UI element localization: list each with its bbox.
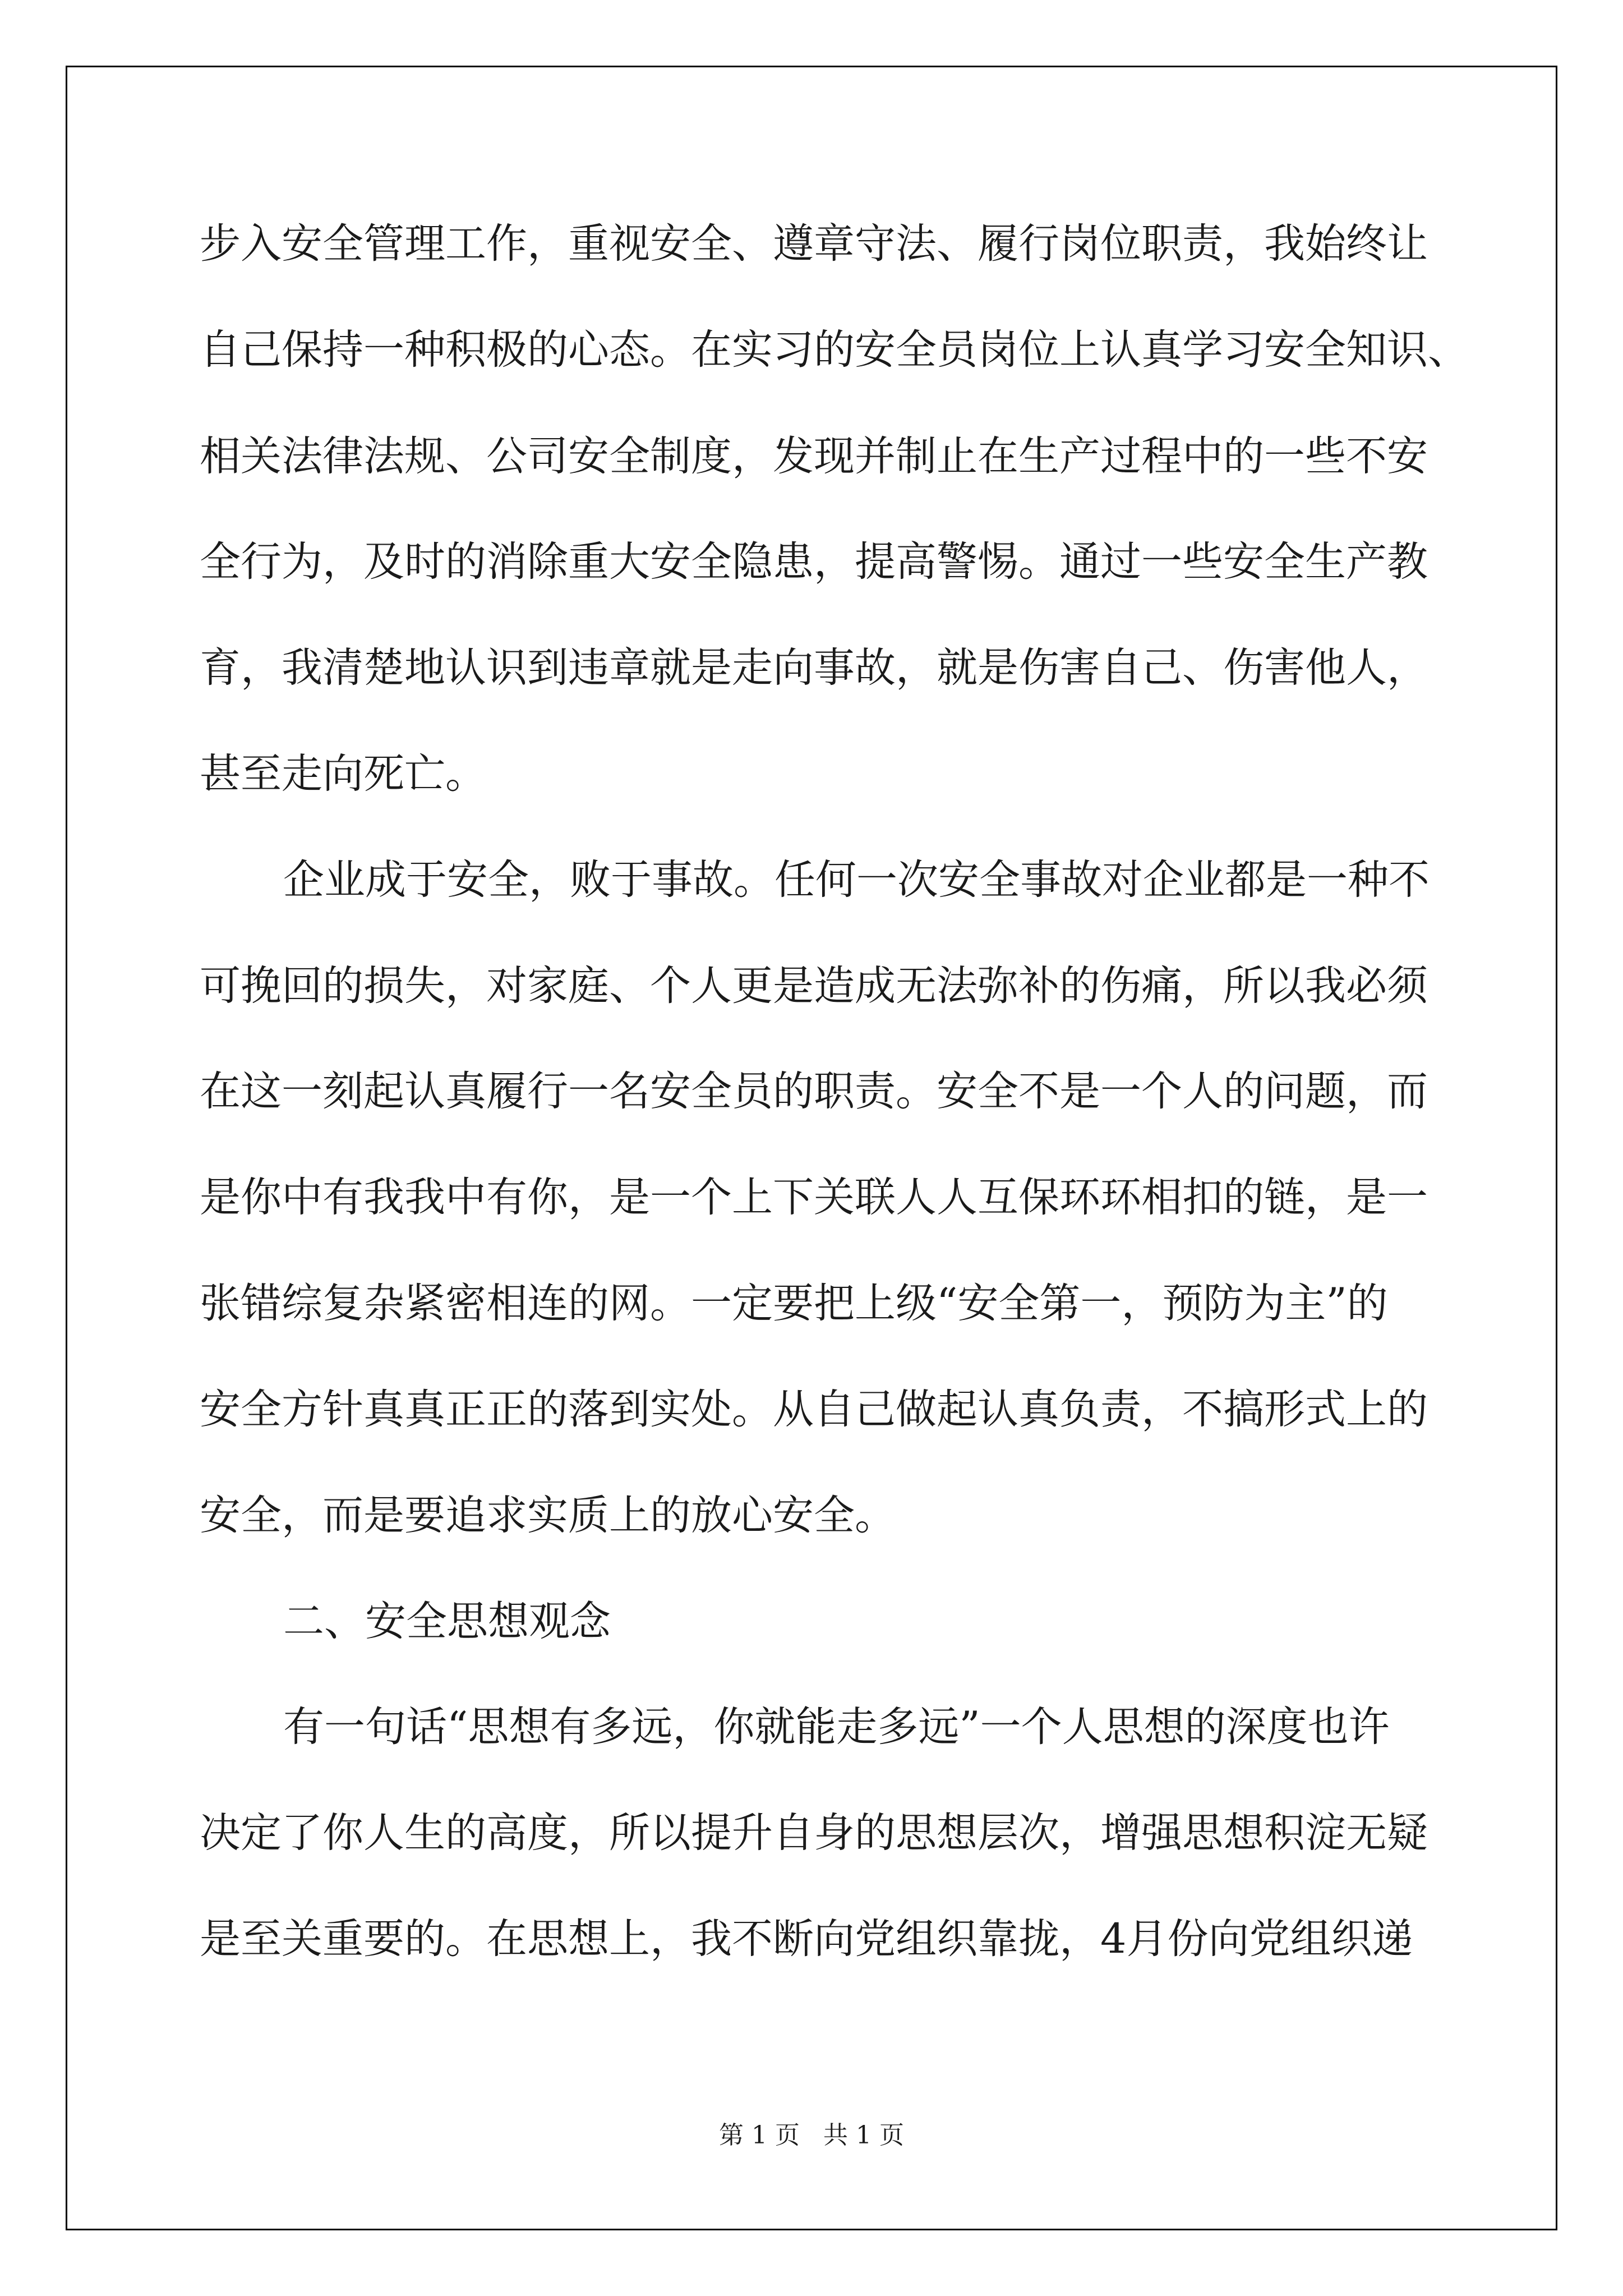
text-line: 相关法律法规、公司安全制度，发现并制止在生产过程中的一些不安 [200, 432, 1428, 480]
text-line: 企业成于安全，败于事故。任何一次安全事故对企业都是一种不 [283, 856, 1430, 904]
text-line: 全行为，及时的消除重大安全隐患，提高警惕。通过一些安全生产教 [200, 538, 1428, 586]
text-line: 有一句话“思想有多远，你就能走多远”一个人思想的深度也许 [283, 1703, 1390, 1751]
text-line: 步入安全管理工作，重视安全、遵章守法、履行岗位职责，我始终让 [200, 220, 1428, 268]
text-line: 在这一刻起认真履行一名安全员的职责。安全不是一个人的问题，而 [200, 1068, 1428, 1115]
text-line: 是至关重要的。在思想上，我不断向党组织靠拢，4月份向党组织递 [200, 1915, 1413, 1963]
text-line: 可挽回的损失，对家庭、个人更是造成无法弥补的伤痛，所以我必须 [200, 962, 1428, 1010]
text-line: 育，我清楚地认识到违章就是走向事故，就是伤害自己、伤害他人， [200, 644, 1428, 692]
text-line: 是你中有我我中有你，是一个上下关联人人互保环环相扣的链，是一 [200, 1174, 1428, 1221]
page-footer: 第 1 页 共 1 页 [719, 2121, 904, 2150]
text-line: 安全方针真真正正的落到实处。从自己做起认真负责，不搞形式上的 [200, 1386, 1428, 1433]
text-line: 张错综复杂紧密相连的网。一定要把上级“安全第一，预防为主”的 [200, 1280, 1388, 1327]
text-line: 安全，而是要追求实质上的放心安全。 [200, 1492, 896, 1539]
section-heading: 二、安全思想观念 [283, 1598, 611, 1645]
text-line: 自己保持一种积极的心态。在实习的安全员岗位上认真学习安全知识、 [200, 326, 1469, 374]
text-line: 甚至走向死亡。 [200, 750, 486, 798]
page-border [66, 66, 1557, 2230]
text-line: 决定了你人生的高度，所以提升自身的思想层次，增强思想积淀无疑 [200, 1809, 1428, 1857]
